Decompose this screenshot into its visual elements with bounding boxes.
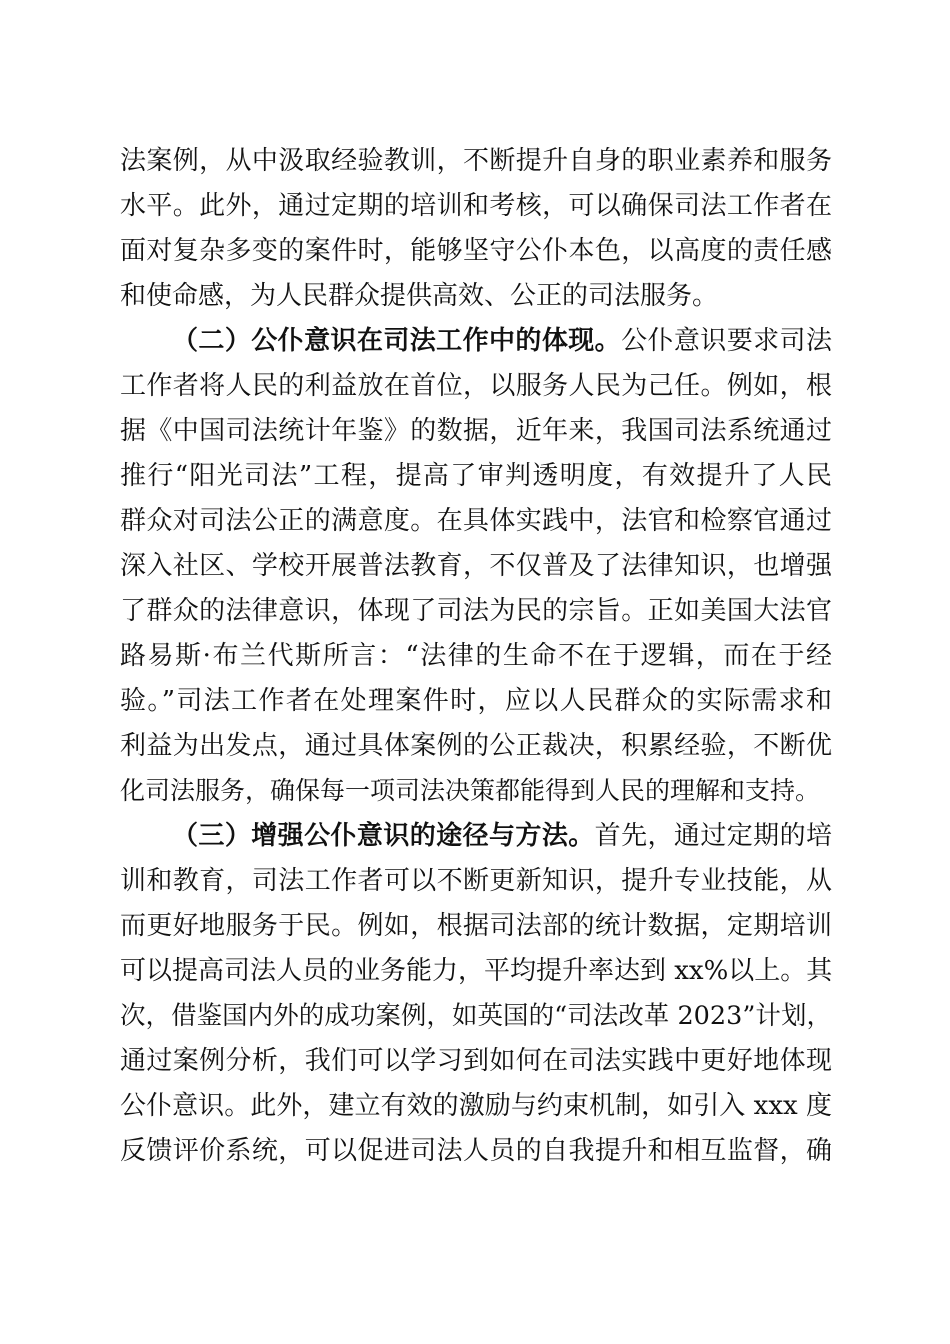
paragraph-line: 路易斯·布兰代斯所言：“法律的生命不在于逻辑，而在于经 (120, 641, 832, 671)
paragraph-line: 面对复杂多变的案件时，能够坚守公仆本色，以高度的责任感 (120, 236, 832, 266)
section-heading: （二）公仆意识在司法工作中的体现。 (172, 326, 622, 356)
paragraph-line: 深入社区、学校开展普法教育，不仅普及了法律知识，也增强 (120, 551, 832, 581)
paragraph-line: 通过案例分析，我们可以学习到如何在司法实践中更好地体现 (120, 1046, 832, 1076)
paragraph-line: 推行“阳光司法”工程，提高了审判透明度，有效提升了人民 (120, 461, 832, 491)
section-heading-line (172, 816, 832, 856)
paragraph-line: 公仆意识。此外，建立有效的激励与约束机制，如引入 xxx 度 (120, 1091, 832, 1121)
section-heading: （三）增强公仆意识的途径与方法。 (172, 821, 595, 851)
paragraph-line: 工作者将人民的利益放在首位，以服务人民为己任。例如，根 (120, 371, 832, 401)
paragraph-line: 化司法服务，确保每一项司法决策都能得到人民的理解和支持。 (120, 776, 821, 805)
paragraph-line: 了群众的法律意识，体现了司法为民的宗旨。正如美国大法官 (120, 596, 832, 626)
paragraph-line: 训和教育，司法工作者可以不断更新知识，提升专业技能，从 (120, 866, 832, 896)
paragraph-line: 和使命感，为人民群众提供高效、公正的司法服务。 (120, 281, 719, 311)
paragraph-line: 利益为出发点，通过具体案例的公正裁决，积累经验，不断优 (120, 731, 832, 761)
section-heading-line (172, 321, 832, 361)
paragraph-line: 而更好地服务于民。例如，根据司法部的统计数据，定期培训 (120, 911, 832, 941)
paragraph-line: 次，借鉴国内外的成功案例，如英国的“司法改革 2023”计划， (120, 1001, 832, 1031)
paragraph-text: 公仆意识要求司法 (621, 326, 832, 356)
paragraph-line: 法案例，从中汲取经验教训，不断提升自身的职业素养和服务 (120, 146, 832, 176)
paragraph-line: 水平。此外，通过定期的培训和考核，可以确保司法工作者在 (120, 191, 832, 221)
paragraph-text: 首先，通过定期的培 (594, 821, 832, 851)
paragraph-line: 验。”司法工作者在处理案件时，应以人民群众的实际需求和 (120, 686, 832, 716)
paragraph-line: 据《中国司法统计年鉴》的数据，近年来，我国司法系统通过 (120, 416, 832, 446)
paragraph-line: 反馈评价系统，可以促进司法人员的自我提升和相互监督，确 (120, 1136, 832, 1166)
paragraph-line: 可以提高司法人员的业务能力，平均提升率达到 xx%以上。其 (120, 956, 833, 986)
paragraph-line: 群众对司法公正的满意度。在具体实践中，法官和检察官通过 (120, 506, 832, 536)
